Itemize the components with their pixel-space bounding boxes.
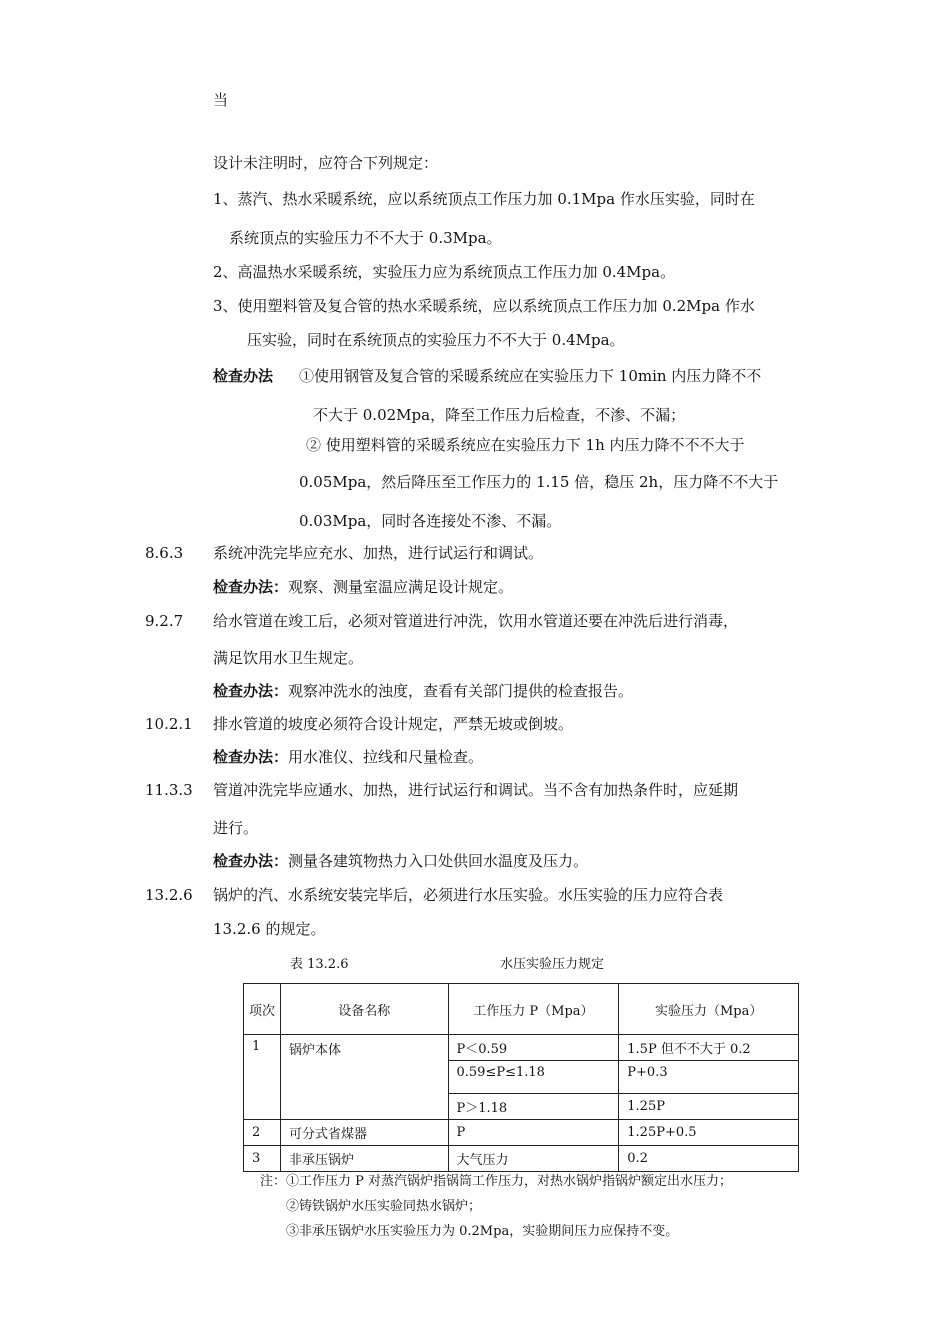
section-number: 13.2.6 [145,886,193,904]
check-label: 检查办法： [213,748,289,766]
section-number: 10.2.1 [145,715,193,733]
table-label: 表 13.2.6 [290,957,349,972]
table-title: 水压实验压力规定 [500,957,605,972]
table-row [244,1120,799,1146]
check-label: 检查办法： [213,578,289,596]
table-row [244,1146,799,1172]
check-line-3: ② 使用塑料管的采暖系统应在实验压力下 1h 内压力降不不不大于 [306,436,745,454]
cell-work-pressure: P [448,1120,619,1146]
cell-test-pressure: 1.25P+0.5 [619,1120,799,1146]
rule-2: 2、高温热水采暖系统，实验压力应为系统顶点工作压力加 0.4Mpa。 [213,263,676,281]
header-work-pressure: 工作压力 P（Mpa） [448,984,619,1035]
head-char: 当 [213,91,229,109]
table-note-2: ②铸铁锅炉水压实验同热水锅炉； [286,1199,482,1214]
rule-3-line-1: 3、使用塑料管及复合管的热水采暖系统，应以系统顶点工作压力加 0.2Mpa 作水 [213,297,755,315]
table-note-3: ③非承压锅炉水压实验压力为 0.2Mpa，实验期间压力应保持不变。 [286,1224,679,1239]
section-text: 给水管道在竣工后，必须对管道进行冲洗，饮用水管道还要在冲洗后进行消毒， [213,612,739,630]
section-text: 锅炉的汽、水系统安装完毕后，必须进行水压实验。水压实验的压力应符合表 [213,886,724,904]
cell-item-no: 2 [244,1120,281,1146]
check-label: 检查办法： [213,682,289,700]
section-text: 排水管道的坡度必须符合设计规定，严禁无坡或倒坡。 [213,715,574,733]
table-note-1: 注：①工作压力 P 对蒸汽锅炉指锅筒工作压力，对热水锅炉指锅炉额定出水压力； [260,1174,733,1189]
cell-test-pressure: P+0.3 [619,1061,799,1094]
check-text: 测量各建筑物热力入口处供回水温度及压力。 [288,852,589,870]
check-line-1: ①使用钢管及复合管的采暖系统应在实验压力下 10min 内压力降不不 [299,367,762,385]
cell-item-no: 1 [244,1035,281,1120]
cell-test-pressure: 1.25P [619,1094,799,1120]
section-text: 13.2.6 的规定。 [213,920,326,938]
section-number: 9.2.7 [145,612,184,630]
pressure-table [243,983,799,1172]
rule-1-line-1: 1、蒸汽、热水采暖系统，应以系统顶点工作压力加 0.1Mpa 作水压实验，同时在 [213,190,755,208]
header-test-pressure: 实验压力（Mpa） [619,984,799,1035]
section-text: 管道冲洗完毕应通水、加热，进行试运行和调试。当不含有加热条件时，应延期 [213,781,739,799]
cell-work-pressure: P＜0.59 [448,1035,619,1061]
section-text: 进行。 [213,819,259,837]
section-check [213,577,513,597]
check-line-5: 0.03Mpa，同时各连接处不渗、不漏。 [299,512,562,530]
header-item-no: 项次 [244,984,281,1035]
cell-equipment: 锅炉本体 [280,1035,448,1120]
section-check [213,747,483,767]
cell-equipment: 可分式省煤器 [280,1120,448,1146]
cell-test-pressure: 0.2 [619,1146,799,1172]
table-header-row [244,984,799,1035]
intro-text: 设计未注明时，应符合下列规定： [213,154,439,172]
rule-1-line-2: 系统顶点的实验压力不不大于 0.3Mpa。 [229,229,502,247]
check-text: 观察冲洗水的浊度，查看有关部门提供的检查报告。 [288,682,634,700]
section-check [213,851,588,871]
check-text: 观察、测量室温应满足设计规定。 [288,578,514,596]
section-check [213,681,633,701]
cell-item-no: 3 [244,1146,281,1172]
cell-work-pressure: 0.59≤P≤1.18 [448,1061,619,1094]
cell-work-pressure: 大气压力 [448,1146,619,1172]
cell-test-pressure: 1.5P 但不不大于 0.2 [619,1035,799,1061]
section-text: 满足饮用水卫生规定。 [213,649,364,667]
check-line-4: 0.05Mpa，然后降压至工作压力的 1.15 倍，稳压 2h，压力降不不大于 [299,473,779,491]
check-text: 用水准仪、拉线和尺量检查。 [288,748,484,766]
section-number: 8.6.3 [145,544,184,562]
check-label: 检查办法： [213,852,289,870]
cell-equipment: 非承压锅炉 [280,1146,448,1172]
check-label: 检查办法 [213,367,274,385]
table-row [244,1035,799,1061]
check-line-2: 不大于 0.02Mpa，降至工作压力后检查，不渗、不漏； [313,406,686,424]
section-number: 11.3.3 [145,781,193,799]
cell-work-pressure: P＞1.18 [448,1094,619,1120]
rule-3-line-2: 压实验，同时在系统顶点的实验压力不不大于 0.4Mpa。 [247,331,625,349]
section-text: 系统冲洗完毕应充水、加热，进行试运行和调试。 [213,544,544,562]
header-equipment: 设备名称 [280,984,448,1035]
